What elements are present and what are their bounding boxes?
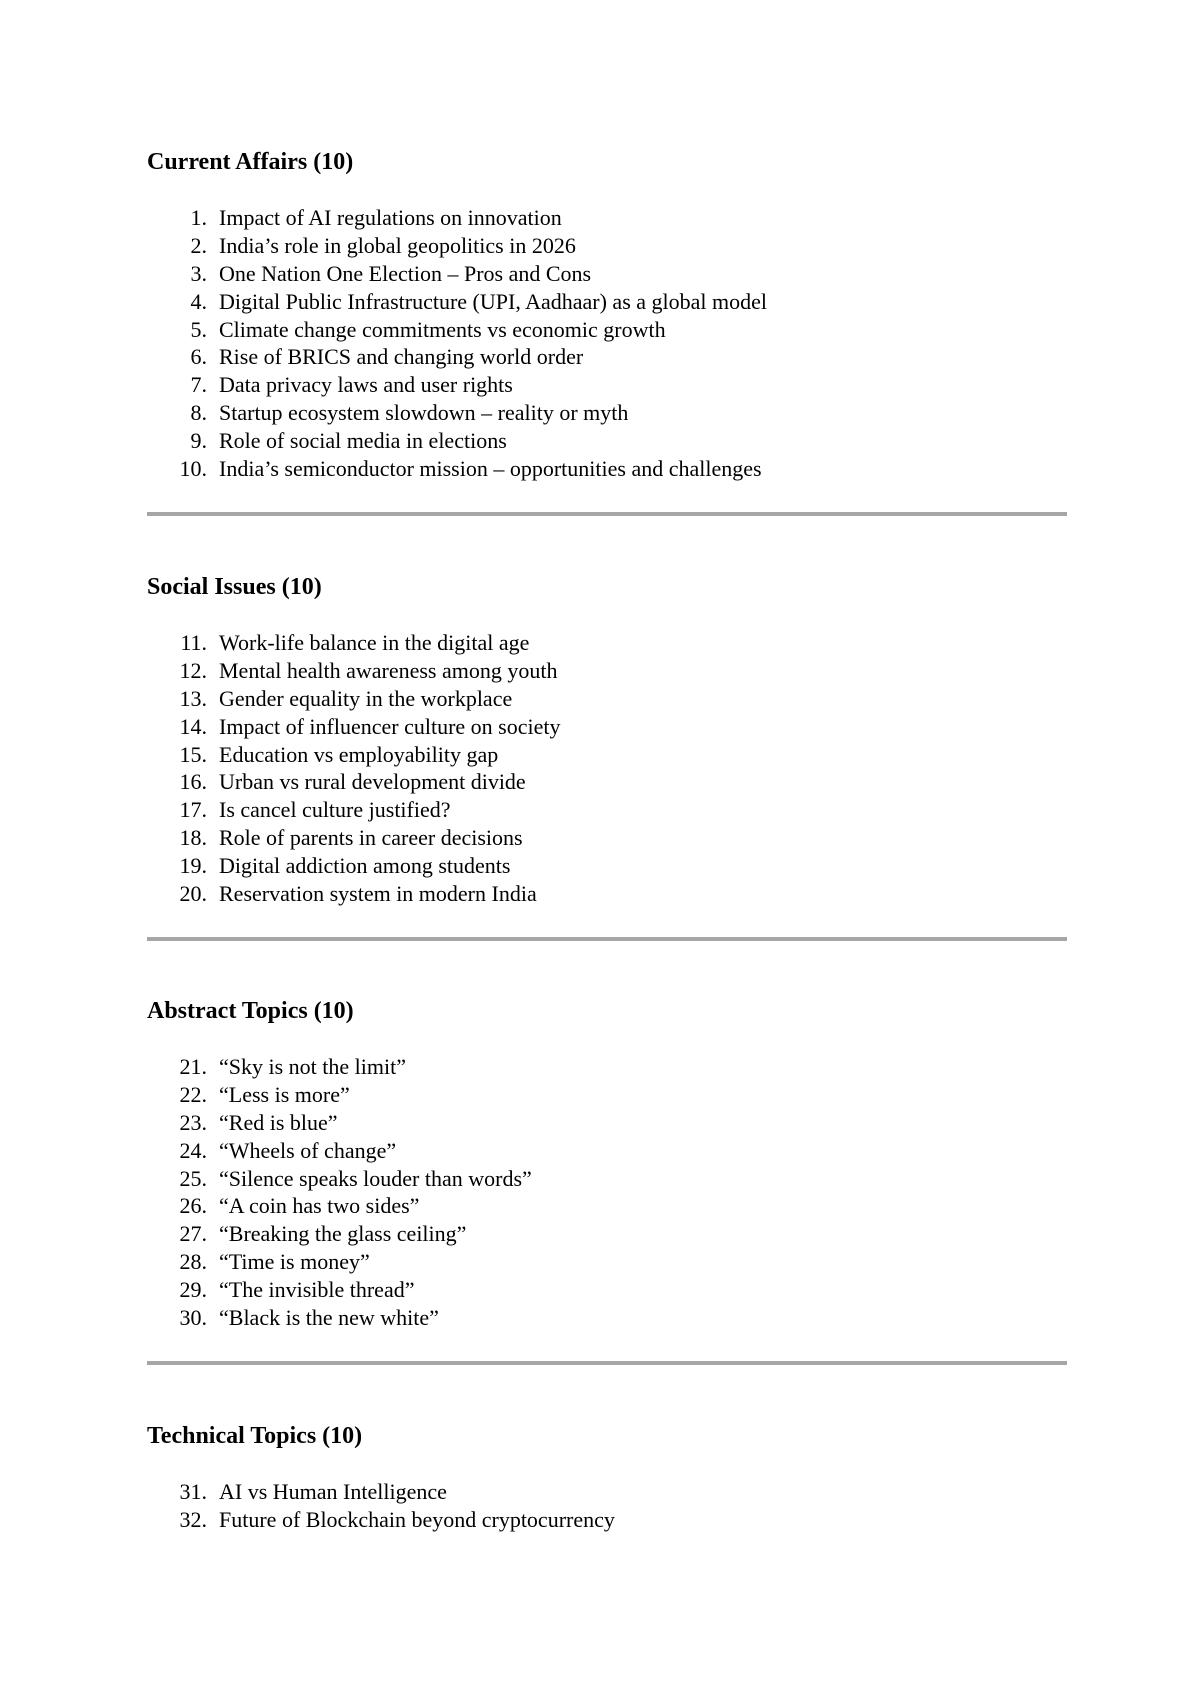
item-text: Impact of influencer culture on society	[219, 713, 561, 739]
item-text: Digital addiction among students	[219, 853, 511, 879]
item-number: 3.	[190, 260, 207, 286]
item-number: 31.	[179, 1479, 207, 1504]
section-divider	[147, 512, 1067, 516]
item-text: “A coin has two sides”	[219, 1193, 420, 1219]
item-number: 20.	[179, 881, 207, 907]
section-heading: Current Affairs (10)	[147, 149, 354, 175]
item-text: Role of social media in elections	[219, 428, 507, 454]
item-number: 17.	[179, 797, 207, 823]
item-text: Startup ecosystem slowdown – reality or myth	[219, 400, 629, 426]
item-text: Future of Blockchain beyond cryptocurrency	[219, 1506, 615, 1532]
item-number: 25.	[179, 1165, 207, 1191]
item-number: 29.	[179, 1277, 207, 1303]
item-text: Reservation system in modern India	[219, 881, 537, 907]
item-text: One Nation One Election – Pros and Cons	[219, 260, 592, 286]
item-text: “Black is the new white”	[219, 1305, 439, 1331]
item-number: 1.	[190, 205, 207, 230]
item-number: 32.	[179, 1506, 207, 1532]
section-current-affairs	[147, 148, 1067, 482]
item-number: 28.	[179, 1249, 207, 1275]
item-number: 9.	[190, 428, 207, 454]
item-number: 13.	[179, 685, 207, 711]
item-text: Education vs employability gap	[219, 741, 499, 767]
item-number: 27.	[179, 1221, 207, 1247]
item-number: 16.	[179, 769, 207, 795]
item-text: Mental health awareness among youth	[219, 657, 558, 683]
section-heading: Technical Topics (10)	[147, 1423, 363, 1449]
item-number: 23.	[179, 1109, 207, 1135]
item-number: 26.	[179, 1193, 207, 1219]
section-heading: Abstract Topics (10)	[147, 998, 354, 1024]
section-heading: Social Issues (10)	[147, 574, 322, 600]
item-number: 7.	[190, 372, 207, 398]
item-number: 12.	[179, 657, 207, 683]
section-technical-topics	[147, 1422, 1067, 1532]
item-number: 5.	[190, 316, 207, 342]
item-text: “Less is more”	[219, 1081, 350, 1107]
item-text: “Breaking the glass ceiling”	[219, 1221, 467, 1247]
item-number: 14.	[179, 713, 207, 739]
item-number: 30.	[179, 1305, 207, 1331]
section-abstract-topics	[147, 997, 1067, 1331]
item-number: 18.	[179, 825, 207, 851]
item-number: 4.	[190, 288, 207, 314]
item-text: “Sky is not the limit”	[219, 1054, 406, 1079]
item-text: Climate change commitments vs economic growth	[219, 316, 666, 342]
section-social-issues	[147, 573, 1067, 907]
item-text: Impact of AI regulations on innovation	[219, 205, 562, 230]
item-number: 8.	[190, 400, 207, 426]
item-text: Is cancel culture justified?	[219, 797, 451, 823]
item-text: Urban vs rural development divide	[219, 769, 526, 795]
item-text: Role of parents in career decisions	[219, 825, 523, 851]
item-text: “Wheels of change”	[219, 1137, 397, 1163]
item-text: India’s semiconductor mission – opportunities and challenges	[219, 456, 762, 482]
item-number: 21.	[179, 1054, 207, 1079]
section-divider	[147, 937, 1067, 941]
item-text: “The invisible thread”	[219, 1277, 415, 1303]
item-text: AI vs Human Intelligence	[219, 1479, 447, 1504]
item-number: 2.	[190, 232, 207, 258]
item-text: Gender equality in the workplace	[219, 685, 513, 711]
item-number: 6.	[190, 344, 207, 370]
item-text: Digital Public Infrastructure (UPI, Aadhaar) as a global model	[219, 288, 768, 314]
section-divider	[147, 1361, 1067, 1365]
item-text: “Time is money”	[219, 1249, 370, 1275]
item-text: Work-life balance in the digital age	[219, 630, 530, 655]
item-number: 10.	[179, 456, 207, 482]
item-number: 22.	[179, 1081, 207, 1107]
item-text: “Red is blue”	[219, 1109, 338, 1135]
item-number: 11.	[180, 630, 207, 655]
item-text: Data privacy laws and user rights	[219, 372, 513, 398]
item-number: 19.	[179, 853, 207, 879]
item-text: Rise of BRICS and changing world order	[219, 344, 584, 370]
item-number: 24.	[179, 1137, 207, 1163]
item-text: “Silence speaks louder than words”	[219, 1165, 532, 1191]
item-text: India’s role in global geopolitics in 2026	[219, 232, 576, 258]
item-number: 15.	[179, 741, 207, 767]
